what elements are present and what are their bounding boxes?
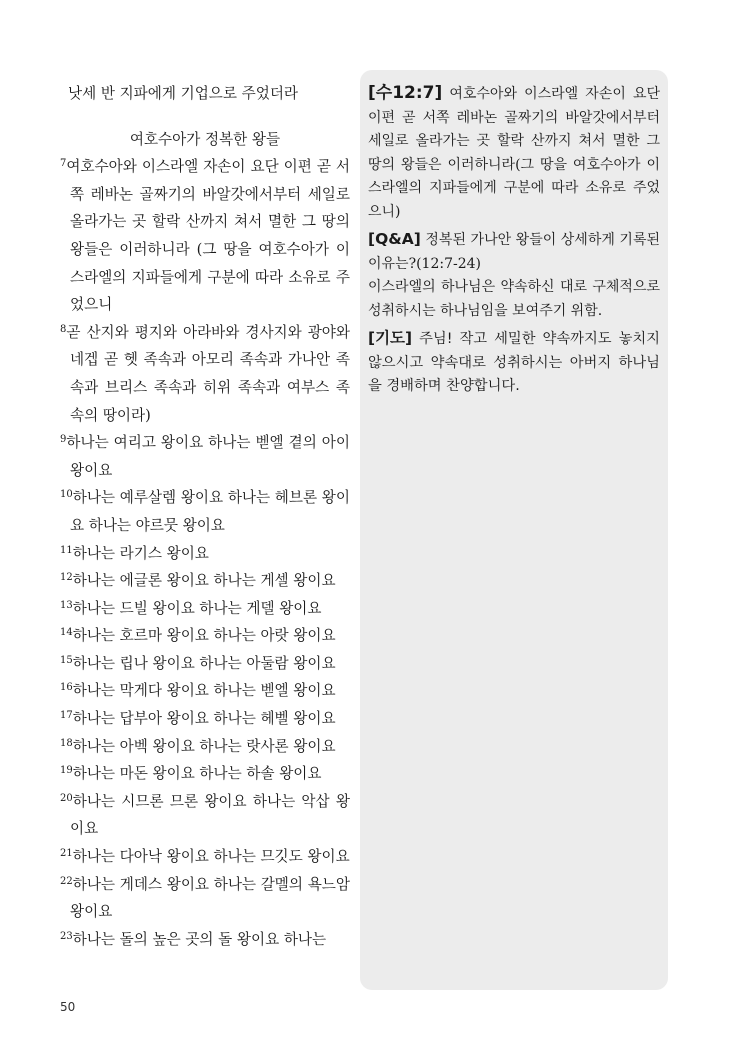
verse-14 bbox=[60, 622, 350, 650]
verse-text: 하나는 답부아 왕이요 하나는 헤벨 왕이요 bbox=[72, 710, 336, 728]
verse-body bbox=[60, 540, 350, 568]
verse-text: 하나는 립나 왕이요 하나는 아둘람 왕이요 bbox=[72, 654, 336, 672]
page-number: 50 bbox=[60, 1000, 76, 1014]
verse-20 bbox=[60, 788, 350, 843]
scripture-column bbox=[60, 80, 350, 953]
verse-text: 여호수아와 이스라엘 자손이 요단 이편 곧 서쪽 레바논 골짜기의 바알갓에서부터 세일로 올라가는 곳 할락 산까지 쳐서 멸한 그 땅의 왕들은 이러하니라 (그 땅을 여호수아가 이스라엘의 지파들에게 구분에 따라 소유로 주었으니 bbox=[66, 158, 350, 314]
verse-number: 8 bbox=[60, 323, 67, 335]
verse-number: 10 bbox=[60, 489, 73, 501]
qa-section bbox=[368, 228, 660, 323]
verse-body bbox=[60, 622, 350, 650]
verse-text: 하나는 막게다 왕이요 하나는 벧엘 왕이요 bbox=[72, 682, 336, 700]
verse-23 bbox=[60, 926, 350, 954]
verse-19 bbox=[60, 760, 350, 788]
qa-question: 정복된 가나안 왕들이 상세하게 기록된 이유는?(12:7-24) bbox=[368, 232, 661, 272]
verse-text: 하나는 라기스 왕이요 bbox=[72, 544, 209, 562]
verse-13 bbox=[60, 595, 350, 623]
verse-text: 하나는 시므론 므론 왕이요 하나는 악삽 왕이요 bbox=[70, 792, 350, 838]
verse-7 bbox=[60, 153, 350, 319]
verse-body bbox=[60, 705, 350, 733]
qa-answer: 이스라엘의 하나님은 약속하신 대로 구체적으로 성취하시는 하나님임을 보여주기 위함. bbox=[368, 279, 660, 319]
verse-number: 18 bbox=[60, 737, 73, 749]
verse-body bbox=[60, 871, 350, 926]
verse-number: 20 bbox=[60, 792, 73, 804]
verse-body bbox=[60, 153, 350, 319]
verse-18 bbox=[60, 733, 350, 761]
verse-body bbox=[60, 926, 350, 954]
prayer-text: 주님! 작고 세밀한 약속까지도 놓치지 않으시고 약속대로 성취하시는 아버지 하나님을 경배하며 찬양합니다. bbox=[368, 331, 660, 394]
verse-number: 14 bbox=[60, 627, 73, 639]
verse-12 bbox=[60, 567, 350, 595]
verse-text: 하나는 드빌 왕이요 하나는 게델 왕이요 bbox=[72, 599, 322, 617]
verse-number: 23 bbox=[60, 930, 73, 942]
reference-section bbox=[368, 82, 660, 224]
prayer-section bbox=[368, 327, 660, 399]
verse-body bbox=[60, 650, 350, 678]
reference-tag: [수12:7] bbox=[368, 83, 443, 103]
verse-11 bbox=[60, 540, 350, 568]
verse-body bbox=[60, 484, 350, 539]
verse-body bbox=[60, 319, 350, 429]
verse-21 bbox=[60, 843, 350, 871]
verse-text: 하나는 호르마 왕이요 하나는 아랏 왕이요 bbox=[72, 627, 336, 645]
verse-17 bbox=[60, 705, 350, 733]
verse-text: 곧 산지와 평지와 아라바와 경사지와 광야와 네겝 곧 헷 족속과 아모리 족속과 가나안 족속과 브리스 족속과 히위 족속과 여부스 족속의 땅이라) bbox=[66, 323, 350, 424]
verse-8 bbox=[60, 319, 350, 429]
qa-tag: [Q&A] bbox=[368, 230, 421, 248]
intro-line: 낫세 반 지파에게 기업으로 주었더라 bbox=[68, 85, 299, 102]
verse-15 bbox=[60, 650, 350, 678]
verse-22 bbox=[60, 871, 350, 926]
verse-body bbox=[60, 429, 350, 484]
verse-text: 하나는 다아낙 왕이요 하나는 므깃도 왕이요 bbox=[72, 848, 350, 866]
verse-text: 하나는 여리고 왕이요 하나는 벧엘 곁의 아이 왕이요 bbox=[66, 434, 350, 479]
verse-number: 22 bbox=[60, 875, 73, 887]
verse-number: 9 bbox=[60, 434, 67, 446]
verse-body bbox=[60, 733, 350, 761]
verse-number: 19 bbox=[60, 765, 73, 777]
verse-body bbox=[60, 788, 350, 843]
commentary-panel bbox=[360, 70, 668, 990]
verse-16 bbox=[60, 677, 350, 705]
verse-number: 21 bbox=[60, 848, 73, 860]
verse-text: 하나는 마돈 왕이요 하나는 하솔 왕이요 bbox=[72, 765, 322, 783]
verse-number: 17 bbox=[60, 710, 73, 722]
verse-body bbox=[60, 567, 350, 595]
verse-text: 하나는 아벡 왕이요 하나는 랏사론 왕이요 bbox=[72, 737, 336, 755]
verse-text: 하나는 에글론 왕이요 하나는 게셀 왕이요 bbox=[72, 572, 336, 590]
prayer-tag: [기도] bbox=[368, 329, 413, 347]
verse-text: 하나는 예루살렘 왕이요 하나는 헤브론 왕이요 하나는 야르뭇 왕이요 bbox=[70, 489, 350, 534]
verse-10 bbox=[60, 484, 350, 539]
verse-body bbox=[60, 760, 350, 788]
verse-9 bbox=[60, 429, 350, 484]
verse-text: 하나는 게데스 왕이요 하나는 갈멜의 욕느암 왕이요 bbox=[70, 875, 350, 921]
verse-body bbox=[60, 843, 350, 871]
verse-number: 12 bbox=[60, 572, 73, 584]
verse-text: 하나는 돌의 높은 곳의 돌 왕이요 하나는 bbox=[72, 930, 327, 948]
verse-number: 7 bbox=[60, 158, 67, 170]
section-heading: 여호수아가 정복한 왕들 bbox=[129, 130, 281, 148]
verse-body bbox=[60, 595, 350, 623]
verse-body bbox=[60, 677, 350, 705]
verse-number: 11 bbox=[60, 544, 73, 556]
verse-number: 13 bbox=[60, 599, 73, 611]
verse-list bbox=[60, 153, 350, 953]
reference-text: 여호수아와 이스라엘 자손이 요단 이편 곧 서쪽 레바논 골짜기의 바알갓에서부터 세일로 올라가는 곳 할락 산까지 쳐서 멸한 그 땅의 왕들은 이러하니라(그 땅을 여호수아가 이스라엘의 지파들에게 구분에 따라 소유로 주었으니) bbox=[368, 86, 661, 220]
verse-number: 16 bbox=[60, 682, 73, 694]
verse-number: 15 bbox=[60, 654, 73, 666]
